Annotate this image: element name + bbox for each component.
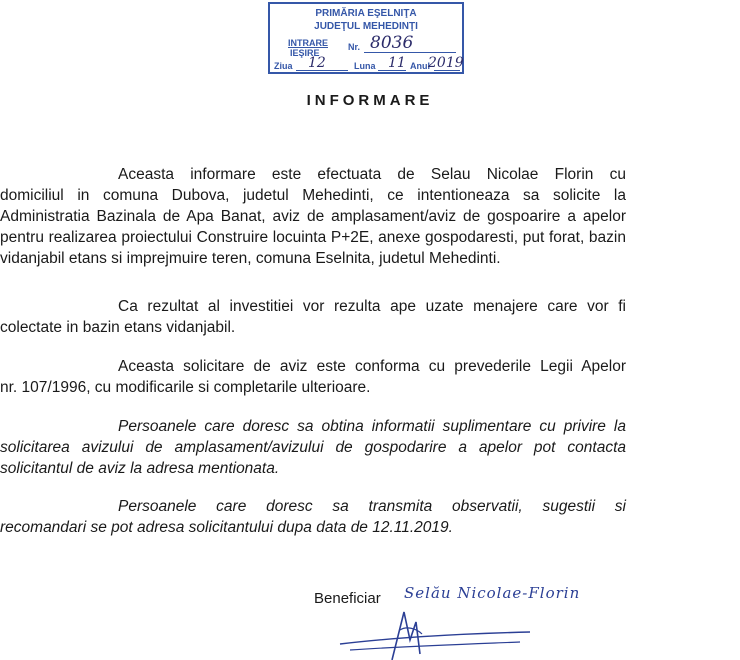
paragraph-1-rest: domiciliul in comuna Dubova, judetul Mehedinti, ce intentioneaza sa solicite la Administratia Bazinala de Apa Banat, aviz de amplasament/aviz de gospoarire a apelor pentru realizarea proiectului Construire locuinta P+2E, anexe gospodaresti, put forat, bazin vidanjabil etans si imprejmuire teren, comuna Eselnita, judetul Mehedinti.	[0, 187, 626, 267]
paragraph-4-rest: solicitarea avizului de amplasament/avizului de gospodarire a apelor pot contacta solicitantul de aviz la adresa mentionata.	[0, 439, 626, 477]
stamp-ziua-label: Ziua	[274, 61, 293, 71]
paragraph-4-first-line: Persoanele care doresc sa obtina informatii suplimentare cu privire la	[118, 418, 626, 435]
stamp-county: JUDEŢUL MEHEDINŢI	[314, 21, 418, 32]
paragraph-1-first-line: Aceasta informare este efectuata de Selau Nicolae Florin cu	[118, 166, 626, 183]
stamp-intrare-label: INTRARE	[288, 38, 328, 48]
stamp-iesire-label: IEŞIRE	[290, 48, 320, 58]
stamp-nr-value: 8036	[370, 33, 414, 53]
stamp-nr-label: Nr.	[348, 42, 361, 52]
paragraph-5-rest: recomandari se pot adresa solicitantului dupa data de 12.11.2019.	[0, 519, 453, 536]
paragraph-3-rest: nr. 107/1996, cu modificarile si completarile ulterioare.	[0, 379, 371, 396]
stamp-luna-label: Luna	[354, 61, 376, 71]
paragraph-2-rest: colectate in bazin etans vidanjabil.	[0, 319, 236, 336]
stamp-institution: PRIMĂRIA EŞELNIŢA	[315, 8, 417, 19]
registration-stamp	[268, 2, 464, 74]
stamp-anul-line	[434, 70, 460, 71]
handwritten-name: Selău Nicolae-Florin	[404, 584, 581, 602]
paragraph-4	[0, 416, 626, 479]
paragraph-3	[0, 356, 626, 398]
stamp-ziua-value: 12	[308, 55, 326, 71]
stamp-anul-value: 2019	[428, 55, 464, 71]
stamp-luna-line	[378, 70, 406, 71]
paragraph-2	[0, 296, 626, 338]
paragraph-1	[0, 164, 626, 269]
paragraph-5-first-line: Persoanele care doresc sa transmita observatii, sugestii si	[118, 498, 626, 515]
paragraph-5	[0, 496, 626, 538]
stamp-ziua-line	[296, 70, 348, 71]
paragraph-3-first-line: Aceasta solicitare de aviz este conforma cu prevederile Legii Apelor	[118, 358, 626, 375]
signature-icon	[330, 600, 630, 660]
beneficiar-label: Beneficiar	[314, 590, 381, 607]
paragraph-2-first-line: Ca rezultat al investitiei vor rezulta ape uzate menajere care vor fi	[118, 298, 626, 315]
stamp-anul-label: Anul	[410, 61, 430, 71]
stamp-luna-value: 11	[388, 55, 406, 71]
document-title: INFORMARE	[306, 92, 434, 109]
